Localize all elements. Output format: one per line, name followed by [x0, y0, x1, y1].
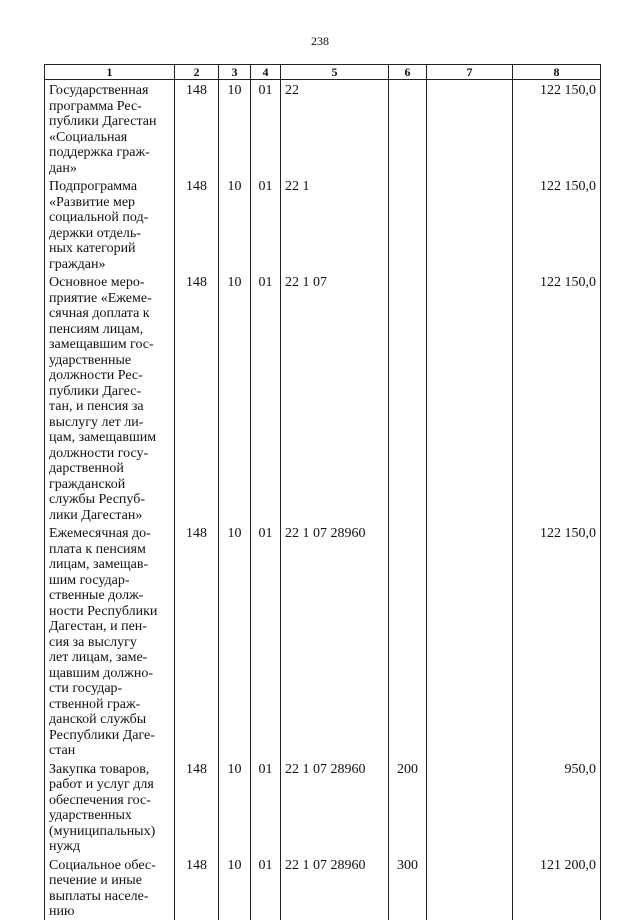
- cell-expense-type: [389, 80, 427, 177]
- header-cell: 3: [219, 65, 251, 80]
- budget-table: [44, 64, 601, 920]
- cell-section: 10: [219, 759, 251, 855]
- cell-code: 148: [175, 855, 219, 920]
- table-row: [45, 523, 601, 759]
- header-cell: 7: [427, 65, 513, 80]
- cell-col7: [427, 176, 513, 272]
- cell-section: 10: [219, 855, 251, 920]
- cell-amount: 122 150,0: [513, 176, 601, 272]
- cell-expense-type: 200: [389, 759, 427, 855]
- cell-col7: [427, 855, 513, 920]
- row-name: Основное меро- приятие «Ежеме- сячная доплата к пенсиям лицам, замещавшим гос- ударственные должности Рес- публики Дагес- тан, и пенсия за выслугу лет ли- цам, замещавшим должности госу- дарственной гражданской службы Респуб- лики Дагестан»: [45, 272, 175, 523]
- header-row: [45, 65, 601, 80]
- cell-col7: [427, 80, 513, 177]
- cell-section: 10: [219, 523, 251, 759]
- cell-code: 148: [175, 523, 219, 759]
- cell-section: 10: [219, 176, 251, 272]
- row-name: Социальное обес- печение и иные выплаты населе- нию: [45, 855, 175, 920]
- table-row: [45, 176, 601, 272]
- cell-expense-type: [389, 272, 427, 523]
- table-row: [45, 855, 601, 920]
- header-cell: 4: [251, 65, 281, 80]
- cell-target: 22: [281, 80, 389, 177]
- header-cell: 5: [281, 65, 389, 80]
- cell-target: 22 1 07 28960: [281, 855, 389, 920]
- cell-amount: 122 150,0: [513, 523, 601, 759]
- cell-target: 22 1: [281, 176, 389, 272]
- table-row: [45, 272, 601, 523]
- cell-amount: 122 150,0: [513, 80, 601, 177]
- cell-code: 148: [175, 272, 219, 523]
- cell-amount: 122 150,0: [513, 272, 601, 523]
- row-name: Ежемесячная до- плата к пенсиям лицам, замещав- шим государ- ственные долж- ности Республики Дагестан, и пен- сия за выслугу лет лицам, заме- щавшим должно- сти государ- ственной граж- данской службы Республики Даге- стан: [45, 523, 175, 759]
- cell-col7: [427, 272, 513, 523]
- cell-subsection: 01: [251, 855, 281, 920]
- cell-section: 10: [219, 80, 251, 177]
- cell-target: 22 1 07 28960: [281, 523, 389, 759]
- header-cell: 1: [45, 65, 175, 80]
- cell-code: 148: [175, 176, 219, 272]
- row-name: Государственная программа Рес- публики Дагестан «Социальная поддержка граж- дан»: [45, 80, 175, 177]
- cell-target: 22 1 07 28960: [281, 759, 389, 855]
- cell-subsection: 01: [251, 80, 281, 177]
- cell-col7: [427, 759, 513, 855]
- cell-subsection: 01: [251, 272, 281, 523]
- cell-section: 10: [219, 272, 251, 523]
- cell-expense-type: [389, 523, 427, 759]
- table-row: [45, 80, 601, 177]
- cell-amount: 950,0: [513, 759, 601, 855]
- cell-code: 148: [175, 80, 219, 177]
- row-name: Подпрограмма «Развитие мер социальной под- держки отдель- ных категорий граждан»: [45, 176, 175, 272]
- cell-subsection: 01: [251, 176, 281, 272]
- cell-code: 148: [175, 759, 219, 855]
- cell-target: 22 1 07: [281, 272, 389, 523]
- row-name: Закупка товаров, работ и услуг для обеспечения гос- ударственных (муниципальных) нужд: [45, 759, 175, 855]
- page-number: 238: [311, 34, 329, 48]
- table-row: [45, 759, 601, 855]
- cell-subsection: 01: [251, 759, 281, 855]
- header-cell: 6: [389, 65, 427, 80]
- cell-expense-type: [389, 176, 427, 272]
- header-cell: 2: [175, 65, 219, 80]
- header-cell: 8: [513, 65, 601, 80]
- cell-col7: [427, 523, 513, 759]
- cell-amount: 121 200,0: [513, 855, 601, 920]
- cell-subsection: 01: [251, 523, 281, 759]
- cell-expense-type: 300: [389, 855, 427, 920]
